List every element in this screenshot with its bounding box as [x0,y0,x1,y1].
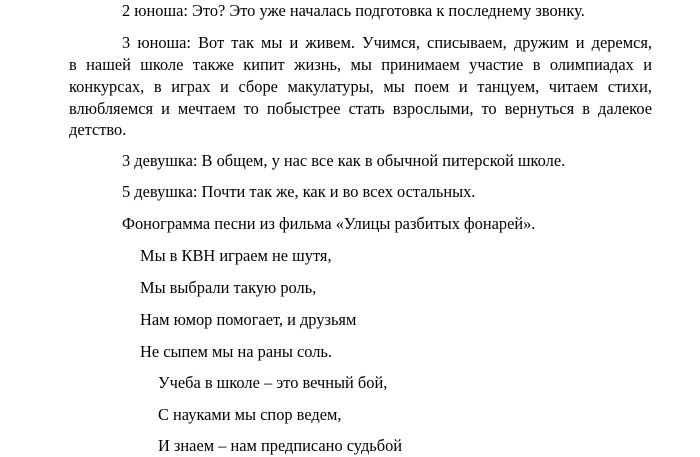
paragraph-line: конкурсах, в играх и сборе макулатуры, мы поем и танцуем, читаем стихи, [69,77,652,96]
paragraph-line: Фонограмма песни из фильма «Улицы разбитых фонарей». [122,214,536,233]
paragraph-line: в нашей школе также кипит жизнь, мы принимаем участие в олимпиадах и [69,55,652,74]
verse-line: Нам юмор помогает, и друзьям [140,310,357,329]
paragraph-line: влюбляемся и мечтаем то побыстрее стать взрослыми, то вернуться в далекое [69,99,652,118]
verse-line: Учеба в школе – это вечный бой, [158,373,388,392]
paragraph-line: 2 юноша: Это? Это уже началась подготовка к последнему звонку. [122,1,585,20]
paragraph-line: 3 девушка: В общем, у нас все как в обычной питерской школе. [122,151,566,170]
paragraph-line: 3 юноша: Вот так мы и живем. Учимся, списываем, дружим и деремся, [122,33,652,52]
verse-line: И знаем – нам предписано судьбой [158,436,403,455]
verse-line: Мы выбрали такую роль, [140,278,317,297]
verse-line: Не сыпем мы на раны соль. [140,342,332,361]
paragraph-line: детство. [69,120,127,139]
verse-line: Мы в КВН играем не шутя, [140,246,332,265]
paragraph-line: 5 девушка: Почти так же, как и во всех остальных. [122,182,476,201]
verse-line: С науками мы спор ведем, [158,405,342,424]
